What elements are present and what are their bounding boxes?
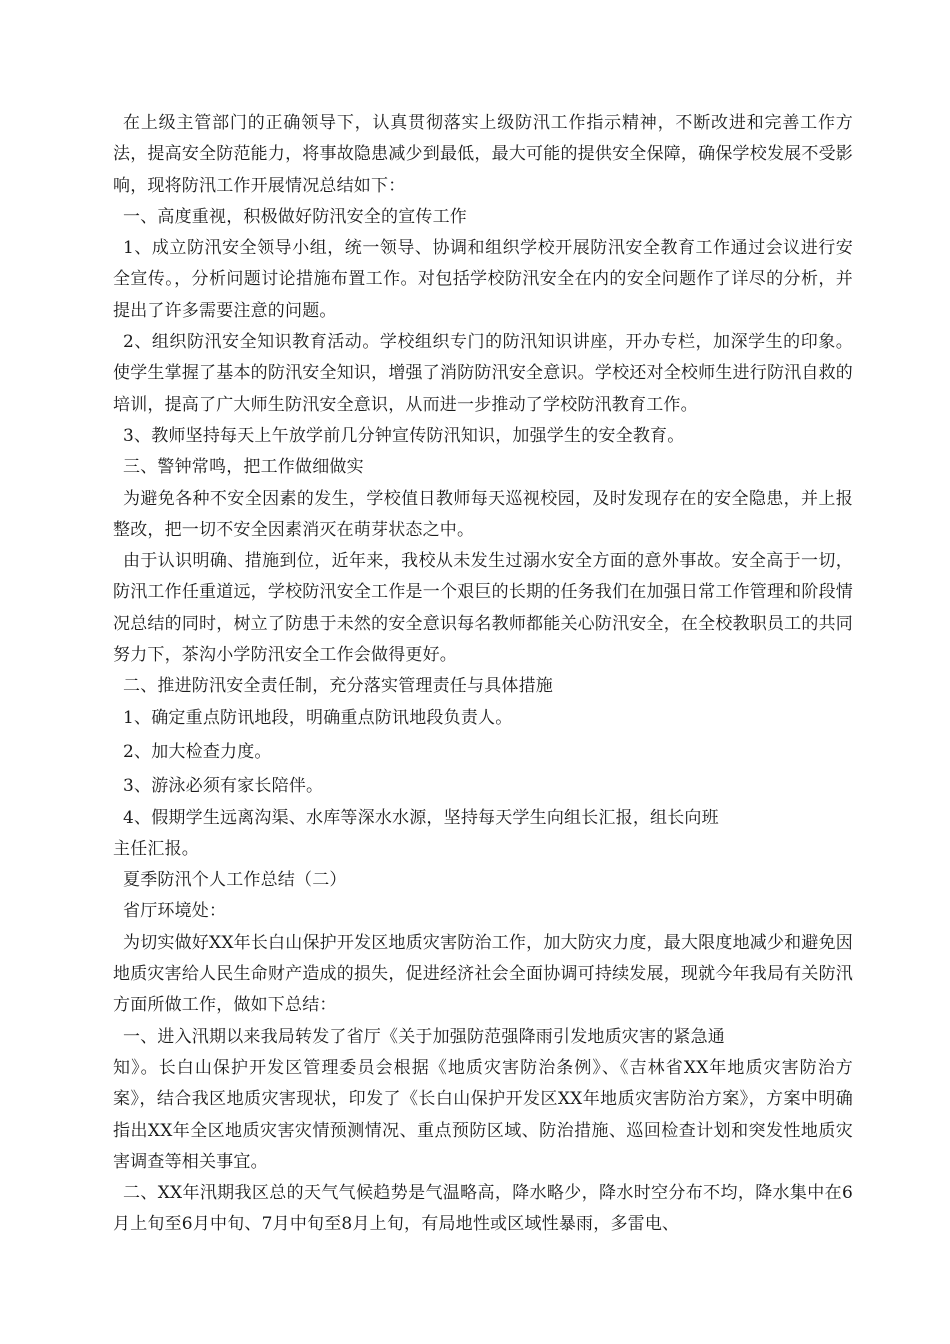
heading-summary-2: 夏季防汛个人工作总结（二） xyxy=(123,870,347,891)
list-item-3: 3、游泳必须有家长陪伴。 xyxy=(123,776,324,797)
paragraph-item-1: 1、成立防汛安全领导小组，统一领导、协调和组织学校开展防汛安全教育工作通过会议进行安全宣传。，分析问题讨论措施布置工作。对包括学校防汛安全在内的安全问题作了详尽的分析，并提出了许多需要注意的问题。 xyxy=(113,238,853,321)
list-item-4: 4、假期学生远离沟渠、水库等深水水源，坚持每天学生向组长汇报，组长向班 xyxy=(123,807,719,828)
heading-section-1: 一、高度重视，积极做好防汛安全的宣传工作 xyxy=(123,206,467,227)
paragraph-intro: 在上级主管部门的正确领导下，认真贯彻落实上级防汛工作指示精神，不断改进和完善工作方法，提高安全防范能力，将事故隐患减少到最低，最大可能的提供安全保障，确保学校发展不受影响，现将防汛工作开展情况总结如下： xyxy=(113,113,853,196)
paragraph-item-3: 3、教师坚持每天上午放学前几分钟宣传防汛知识，加强学生的安全教育。 xyxy=(123,425,685,446)
heading-section-2: 二、推进防汛安全责任制，充分落实管理责任与具体措施 xyxy=(123,676,553,697)
paragraph-inspection: 为避免各种不安全因素的发生，学校值日教师每天巡视校园，及时发现存在的安全隐患，并上报整改，把一切不安全因素消灭在萌芽状态之中。 xyxy=(113,488,853,540)
paragraph-summary: 由于认识明确、措施到位，近年来，我校从未发生过溺水安全方面的意外事故。安全高于一切，防汛工作任重道远，学校防汛安全工作是一个艰巨的长期的任务我们在加强日常工作管理和阶段情况总结的同时，树立了防患于未然的安全意识每名教师都能关心防汛安全，在全校教职员工的共同努力下，茶沟小学防汛安全工作会做得更好。 xyxy=(113,551,853,666)
paragraph-point-1-continued: 知》。长白山保护开发区管理委员会根据《地质灾害防治条例》、《吉林省XX年地质灾害防治方案》，结合我区地质灾害现状，印发了《长白山保护开发区XX年地质灾害防治方案》，方案中明确指出XX年全区地质灾害灾情预测情况、重点预防区域、防治措施、巡回检查计划和突发性地质灾害调查等相关事宜。 xyxy=(113,1057,853,1172)
document-body xyxy=(113,108,853,1241)
paragraph-intro-2: 为切实做好XX年长白山保护开发区地质灾害防治工作，加大防灾力度，最大限度地减少和避免因地质灾害给人民生命财产造成的损失，促进经济社会全面协调可持续发展，现就今年我局有关防汛方面所做工作，做如下总结： xyxy=(113,932,853,1016)
paragraph-point-2: 二、XX年汛期我区总的天气气候趋势是气温略高，降水略少，降水时空分布不均，降水集中在6月上旬至6月中旬、7月中旬至8月上旬，有局地性或区域性暴雨，多雷电、 xyxy=(113,1183,853,1235)
heading-section-3: 三、警钟常鸣，把工作做细做实 xyxy=(123,457,364,478)
list-item-2: 2、加大检查力度。 xyxy=(123,741,272,762)
paragraph-point-1: 一、进入汛期以来我局转发了省厅《关于加强防范强降雨引发地质灾害的紧急通 xyxy=(123,1026,725,1047)
salutation: 省厅环境处： xyxy=(123,901,227,922)
list-item-1: 1、确定重点防讯地段，明确重点防讯地段负责人。 xyxy=(123,707,513,728)
paragraph-item-2: 2、组织防汛安全知识教育活动。学校组织专门的防汛知识讲座，开办专栏，加深学生的印象。使学生掌握了基本的防汛安全知识，增强了消防防汛安全意识。学校还对全校师生进行防汛自救的培训，提高了广大师生防汛安全意识，从而进一步推动了学校防汛教育工作。 xyxy=(113,332,853,415)
list-item-4-continued: 主任汇报。 xyxy=(113,838,199,859)
